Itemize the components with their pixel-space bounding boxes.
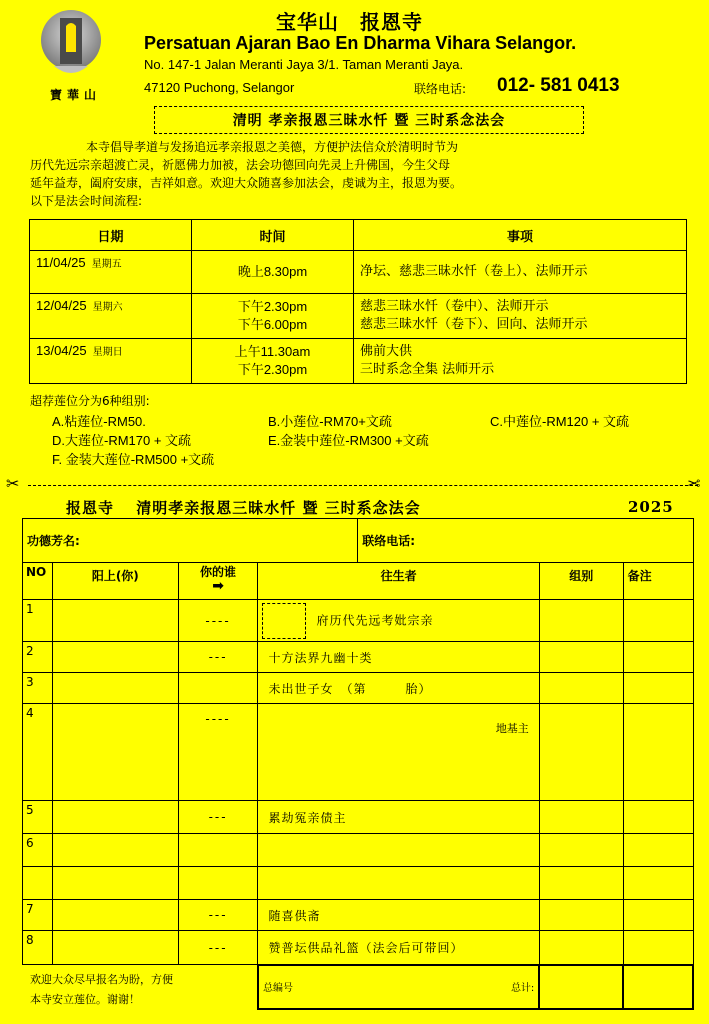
table-row: [23, 642, 694, 673]
remark-field[interactable]: [623, 834, 693, 867]
schedule-time: [192, 294, 354, 339]
living-field[interactable]: [52, 931, 178, 965]
date-value: 12/04/25: [36, 298, 87, 313]
temple-title-cn: 宝华山 报恩寺: [276, 10, 423, 34]
group-field[interactable]: [539, 801, 623, 834]
living-field[interactable]: [52, 900, 178, 931]
row-no: 7: [23, 900, 53, 931]
tier-e: E.金装中莲位-RM300 +文疏: [268, 433, 429, 448]
remark-field[interactable]: [623, 931, 693, 965]
time-value: 下午2.30pm: [237, 362, 308, 377]
living-field[interactable]: [52, 867, 178, 900]
living-field[interactable]: [52, 834, 178, 867]
relation-field[interactable]: [178, 673, 258, 704]
schedule-date: [30, 294, 192, 339]
group-field[interactable]: [539, 867, 623, 900]
deceased-text: 府历代先远考妣宗亲: [316, 613, 434, 627]
form-header-row: [23, 563, 694, 600]
tier-f: F. 金装大莲位-RM500 +文疏: [52, 452, 215, 467]
remark-field[interactable]: [623, 673, 693, 704]
time-value: 下午2.30pm: [237, 299, 308, 314]
relation-field[interactable]: [178, 867, 258, 900]
donor-phone-field[interactable]: [358, 519, 693, 563]
phone-number: 012- 581 0413: [497, 75, 620, 96]
relation-field[interactable]: [178, 834, 258, 867]
group-field[interactable]: [539, 673, 623, 704]
schedule-row: [30, 294, 687, 339]
col-no: NO: [23, 563, 53, 600]
living-field[interactable]: [52, 673, 178, 704]
intro-line-3: 延年益寿，阖府安康，吉祥如意。欢迎大众随喜参加法会，虔诚为主，报恩为要。: [30, 176, 463, 190]
table-row: [23, 673, 694, 704]
col-remark: 备注: [623, 563, 693, 600]
intro-text: [30, 138, 690, 210]
serial-label: 总编号: [262, 983, 293, 994]
day-value: 星期日: [92, 347, 123, 358]
tier-a: A.粘莲位-RM50.: [52, 414, 146, 429]
address-line-2: 47120 Puchong, Selangor: [144, 80, 295, 95]
form-year: 2025: [628, 498, 674, 516]
deceased-field[interactable]: [258, 834, 539, 867]
schedule-time: [192, 251, 354, 294]
group-field[interactable]: [539, 931, 623, 965]
total-label: 总计:: [510, 983, 535, 994]
date-value: 11/04/25: [36, 255, 86, 270]
schedule-event: [354, 251, 687, 294]
remark-field[interactable]: [623, 600, 693, 642]
row-no: 4: [23, 704, 53, 801]
row-no: 5: [23, 801, 53, 834]
remark-field[interactable]: [623, 642, 693, 673]
remark-field[interactable]: [623, 801, 693, 834]
footer-line-1: 欢迎大众尽早报名为盼，方便: [30, 973, 173, 986]
donor-name-field[interactable]: [23, 519, 358, 563]
form-title: 报恩寺 清明孝亲报恩三昧水忏 暨 三时系念法会: [66, 499, 421, 517]
living-field[interactable]: [52, 801, 178, 834]
group-field[interactable]: [539, 834, 623, 867]
group-field[interactable]: [539, 600, 623, 642]
group-field[interactable]: [539, 704, 623, 801]
relation-field[interactable]: ---: [178, 642, 258, 673]
deceased-field[interactable]: 累劫冤亲债主: [258, 801, 539, 834]
relation-field[interactable]: ---: [178, 900, 258, 931]
remark-field[interactable]: [623, 704, 693, 801]
tier-b: B.小莲位-RM70+文疏: [268, 414, 392, 429]
living-field[interactable]: [52, 642, 178, 673]
tier-d: D.大莲位-RM170 + 文疏: [52, 433, 192, 448]
row-no: 6: [23, 834, 53, 867]
remark-field[interactable]: [623, 867, 693, 900]
event-value: 净坛、慈悲三昧水忏（卷上）、法师开示: [360, 264, 588, 279]
deceased-field[interactable]: 随喜供斋: [258, 900, 539, 931]
schedule-date: [30, 339, 192, 384]
donor-phone-label: 联络电话:: [362, 534, 416, 548]
deceased-field[interactable]: [258, 600, 539, 642]
header-date: 日期: [30, 220, 192, 251]
table-row: [23, 704, 694, 801]
time-value: 下午6.00pm: [237, 317, 308, 332]
event-banner: 清明 孝亲报恩三昧水忏 暨 三时系念法会: [154, 106, 584, 134]
event-value: 慈悲三昧水忏（卷下）、回向、法师开示: [360, 317, 588, 332]
scissors-icon: ✂: [687, 474, 701, 493]
deceased-field[interactable]: 未出世子女 （第 胎）: [258, 673, 539, 704]
total-label-cell: [358, 965, 540, 1009]
table-row: [23, 867, 694, 900]
day-value: 星期五: [91, 259, 122, 270]
footer-note: [30, 970, 173, 1010]
row-no: 3: [23, 673, 53, 704]
schedule-event: [354, 294, 687, 339]
address-line-1: No. 147-1 Jalan Meranti Jaya 3/1. Taman Meranti Jaya.: [144, 57, 464, 72]
group-field[interactable]: [539, 642, 623, 673]
arrow-right-icon: ➡: [212, 578, 224, 594]
relation-field[interactable]: ----: [178, 704, 258, 801]
intro-line-2: 历代先远宗亲超渡亡灵，祈愿佛力加被，法会功德回向先灵上升佛国，今生父母: [30, 158, 451, 172]
col-group: 组别: [539, 563, 623, 600]
remark-field[interactable]: [623, 900, 693, 931]
table-row: [23, 900, 694, 931]
phone-label: 联络电话:: [414, 82, 467, 96]
event-value: 三时系念全集 法师开示: [360, 362, 495, 377]
deceased-field[interactable]: [258, 867, 539, 900]
col-relation: [178, 563, 258, 600]
cut-line: [28, 485, 698, 486]
row-no: 8: [23, 931, 53, 965]
donor-label: 功德芳名:: [27, 534, 80, 548]
scissors-icon: ✂: [6, 474, 20, 493]
group-field[interactable]: [539, 900, 623, 931]
header-event: 事项: [354, 220, 687, 251]
total-amount-field[interactable]: [539, 965, 623, 1009]
total-remark-field[interactable]: [623, 965, 693, 1009]
footer-line-2: 本寺安立莲位。谢谢！: [30, 993, 140, 1006]
schedule-row: [30, 339, 687, 384]
living-field[interactable]: [52, 704, 178, 801]
schedule-header-row: [30, 220, 687, 251]
temple-title-en: Persatuan Ajaran Bao En Dharma Vihara Selangor.: [144, 33, 577, 53]
row-no: 2: [23, 642, 53, 673]
temple-logo: [40, 6, 102, 84]
schedule-date: [30, 251, 192, 294]
deceased-field[interactable]: 十方法界九幽十类: [258, 642, 539, 673]
table-row: [23, 834, 694, 867]
table-row: [23, 801, 694, 834]
date-value: 13/04/25: [36, 343, 87, 358]
serial-field[interactable]: [258, 965, 358, 1009]
col-living: 阳上(你): [52, 563, 178, 600]
schedule-time: [192, 339, 354, 384]
col-deceased: 往生者: [258, 563, 539, 600]
row-no: 1: [23, 600, 53, 642]
relation-field[interactable]: ---: [178, 931, 258, 965]
schedule-event: [354, 339, 687, 384]
col-relation-label: 你的谁: [200, 565, 237, 579]
intro-line-4: 以下是法会时间流程:: [30, 194, 143, 208]
event-value: 慈悲三昧水忏（卷中）、法师开示: [360, 299, 549, 314]
relation-field[interactable]: ----: [178, 600, 258, 642]
table-row: [23, 600, 694, 642]
event-value: 佛前大供: [360, 344, 413, 359]
row-no: [23, 867, 53, 900]
header-time: 时间: [192, 220, 354, 251]
schedule-table: [29, 219, 687, 384]
intro-line-1: 本寺倡导孝道与发扬追远孝亲报恩之美德，方便护法信众於清明时节为: [86, 140, 459, 154]
time-value: 上午11.30am: [234, 344, 311, 359]
tier-c: C.中莲位-RM120 + 文疏: [490, 414, 630, 429]
name-box[interactable]: [262, 603, 306, 639]
schedule-row: [30, 251, 687, 294]
deceased-field[interactable]: 地基主: [258, 704, 539, 801]
day-value: 星期六: [92, 302, 123, 313]
deceased-field[interactable]: 赞普坛供品礼篮（法会后可带回）: [258, 931, 539, 965]
time-value: 晚上8.30pm: [237, 264, 308, 279]
table-row: [23, 931, 694, 965]
tiers-title: 超荐莲位分为6种组别:: [30, 394, 150, 408]
relation-field[interactable]: ---: [178, 801, 258, 834]
logo-text: 寶華山: [50, 88, 102, 102]
registration-form: [22, 518, 694, 1010]
donor-row: [23, 519, 694, 563]
living-field[interactable]: [52, 600, 178, 642]
